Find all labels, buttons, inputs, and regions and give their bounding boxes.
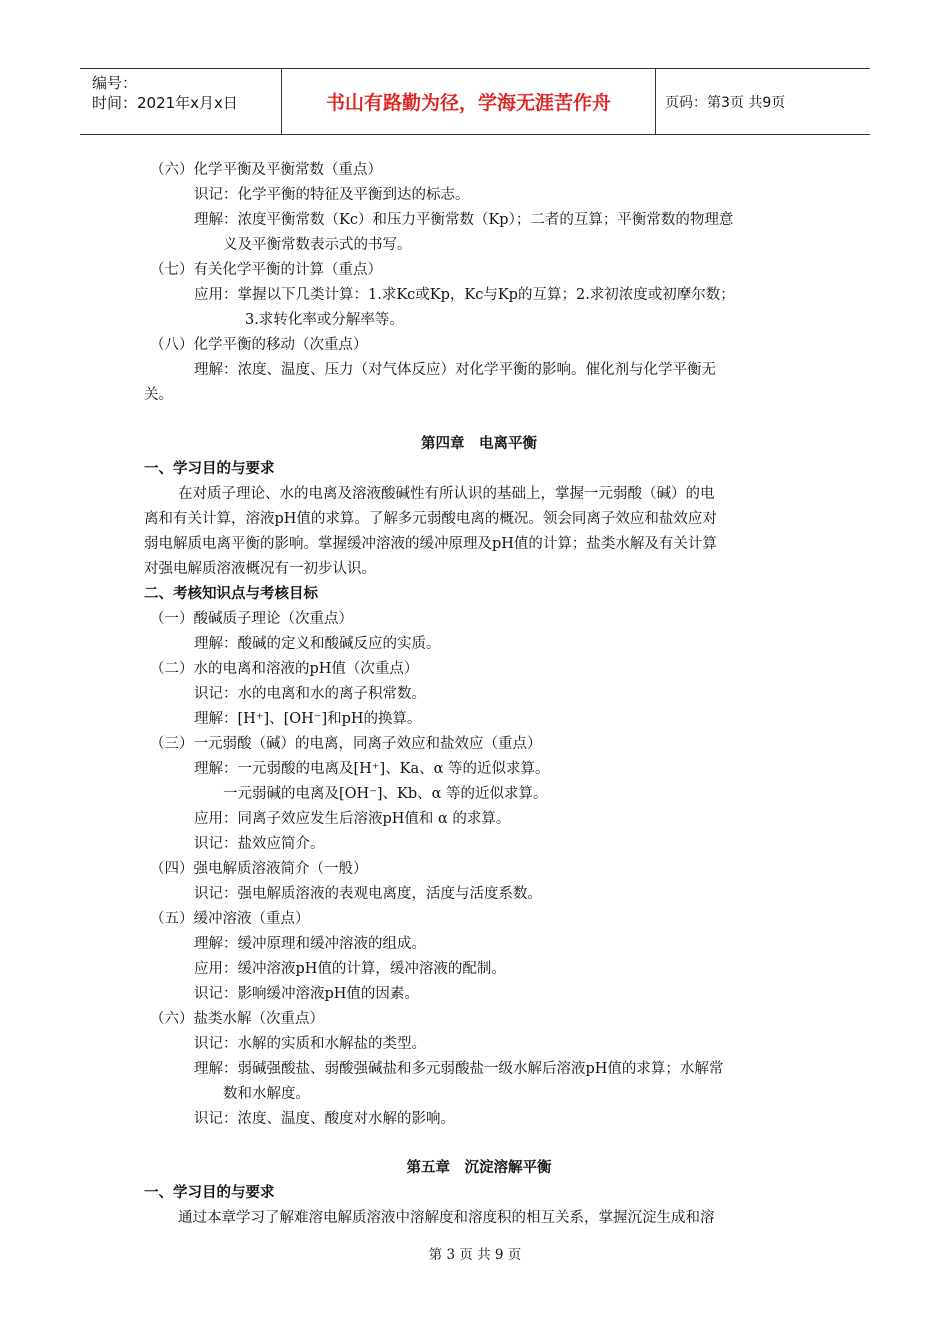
header-page-number: 页码：第3页 共9页 <box>665 94 786 111</box>
text-line: 识记：盐效应简介。 <box>194 836 325 852</box>
text-line: 弱电解质电离平衡的影响。掌握缓冲溶液的缓冲原理及pH值的计算；盐类水解及有关计算 <box>144 536 717 552</box>
text-line: 一元弱碱的电离及[OH⁻]、Kb、α 等的近似求算。 <box>223 786 548 802</box>
text-line: 识记：化学平衡的特征及平衡到达的标志。 <box>194 187 470 203</box>
section-heading: 一、学习目的与要求 <box>144 1185 275 1201</box>
text-line: 应用：掌握以下几类计算：1.求Kc或Kp，Kc与Kp的互算；2.求初浓度或初摩尔数； <box>194 287 735 303</box>
text-line: 义及平衡常数表示式的书写。 <box>223 237 412 253</box>
text-line: （一）酸碱质子理论（次重点） <box>150 611 353 627</box>
document-body <box>144 158 814 1231</box>
spacer <box>144 408 814 432</box>
text-line: （六）化学平衡及平衡常数（重点） <box>150 162 382 178</box>
text-line: 理解：缓冲原理和缓冲溶液的组成。 <box>194 936 426 952</box>
text-line: 识记：影响缓冲溶液pH值的因素。 <box>194 986 419 1002</box>
text-line: 识记：水的电离和水的离子积常数。 <box>194 686 426 702</box>
text-line: 应用：同离子效应发生后溶液pH值和 α 的求算。 <box>194 811 511 827</box>
text-line: （三）一元弱酸（碱）的电离，同离子效应和盐效应（重点） <box>150 736 542 752</box>
text-line: 识记：浓度、温度、酸度对水解的影响。 <box>194 1111 455 1127</box>
text-line: 理解：一元弱酸的电离及[H⁺]、Ka、α 等的近似求算。 <box>194 761 550 777</box>
page-footer: 第 3 页 共 9 页 <box>428 1247 522 1263</box>
text-line: 离和有关计算，溶液pH值的求算。了解多元弱酸电离的概况。领会同离子效应和盐效应对 <box>144 511 717 527</box>
text-line: 3.求转化率或分解率等。 <box>245 312 404 328</box>
text-line: （二）水的电离和溶液的pH值（次重点） <box>150 661 419 677</box>
text-line: （六）盐类水解（次重点） <box>150 1011 324 1027</box>
text-line: 识记：水解的实质和水解盐的类型。 <box>194 1036 426 1052</box>
page-header <box>80 68 870 135</box>
header-date: 时间：2021年x月x日 <box>92 94 238 112</box>
header-number: 编号： <box>92 74 138 92</box>
text-line: （八）化学平衡的移动（次重点） <box>150 337 368 353</box>
text-line: 理解：[H⁺]、[OH⁻]和pH的换算。 <box>194 711 422 727</box>
text-line: 识记：强电解质溶液的表观电离度，活度与活度系数。 <box>194 886 542 902</box>
text-line: 理解：浓度平衡常数（Kc）和压力平衡常数（Kp）；二者的互算；平衡常数的物理意 <box>194 212 734 228</box>
text-line: 理解：弱碱强酸盐、弱酸强碱盐和多元弱酸盐一级水解后溶液pH值的求算；水解常 <box>194 1061 724 1077</box>
text-line: （七）有关化学平衡的计算（重点） <box>150 262 382 278</box>
chapter-title: 第四章 电离平衡 <box>421 436 537 452</box>
text-line: 理解：酸碱的定义和酸碱反应的实质。 <box>194 636 441 652</box>
header-meta <box>80 69 282 134</box>
text-line: 关。 <box>144 387 173 403</box>
header-motto: 书山有路勤为径，学海无涯苦作舟 <box>282 69 656 134</box>
text-line: 应用：缓冲溶液pH值的计算，缓冲溶液的配制。 <box>194 961 506 977</box>
text-line: 数和水解度。 <box>223 1086 310 1102</box>
text-line: 对强电解质溶液概况有一初步认识。 <box>144 561 376 577</box>
text-line: （五）缓冲溶液（重点） <box>150 911 310 927</box>
text-line: 通过本章学习了解难溶电解质溶液中溶解度和溶度积的相互关系，掌握沉淀生成和溶 <box>178 1210 715 1226</box>
text-line: 理解：浓度、温度、压力（对气体反应）对化学平衡的影响。催化剂与化学平衡无 <box>194 362 716 378</box>
section-heading: 二、考核知识点与考核目标 <box>144 586 318 602</box>
text-line: 在对质子理论、水的电离及溶液酸碱性有所认识的基础上，掌握一元弱酸（碱）的电 <box>178 486 715 502</box>
text-line: （四）强电解质溶液简介（一般） <box>150 861 368 877</box>
section-heading: 一、学习目的与要求 <box>144 461 275 477</box>
spacer <box>144 1132 814 1156</box>
chapter-title: 第五章 沉淀溶解平衡 <box>406 1160 552 1176</box>
